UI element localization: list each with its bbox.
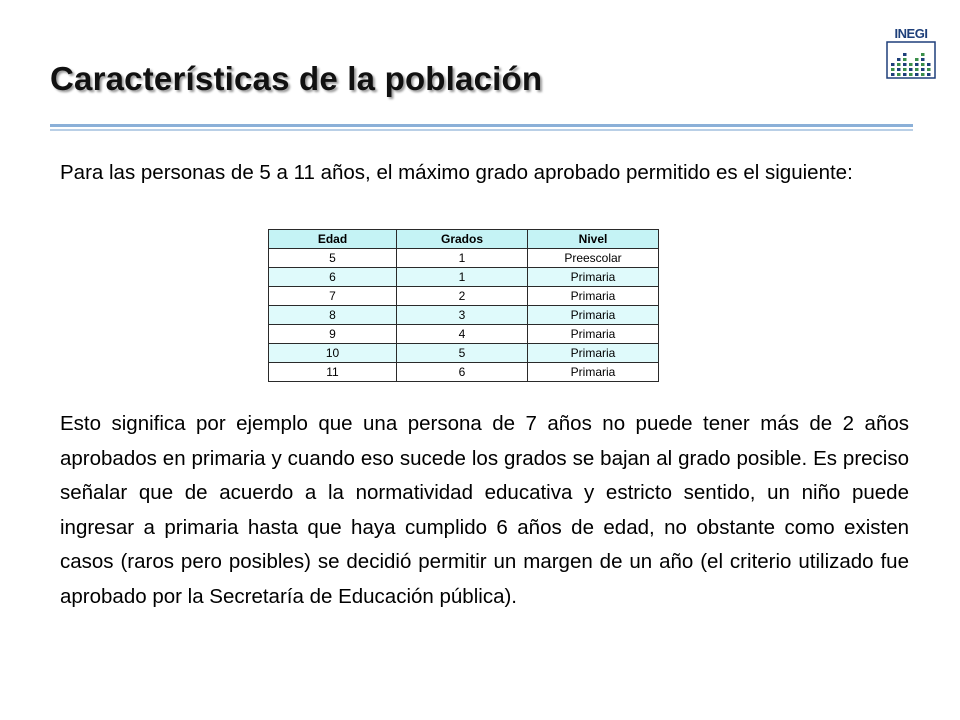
table-row [269,363,659,382]
cell-grados: 6 [397,363,528,382]
logo-dot [891,63,895,66]
logo-dot [921,63,925,66]
grades-table [268,229,659,382]
table-row [269,306,659,325]
logo-dot [927,73,931,76]
title-divider [50,124,913,127]
logo-dots-icon [886,27,936,79]
cell-grados: 5 [397,344,528,363]
logo-dot [897,58,901,61]
logo-dot [921,73,925,76]
cell-nivel: Primaria [528,287,659,306]
title-divider-secondary [50,129,913,131]
table-row [269,249,659,268]
cell-grados: 3 [397,306,528,325]
logo-dot [915,73,919,76]
table-row [269,287,659,306]
page-title: Características de la población [50,60,543,97]
table-row [269,344,659,363]
cell-nivel: Primaria [528,344,659,363]
cell-edad: 6 [269,268,397,287]
cell-edad: 11 [269,363,397,382]
logo-dot [891,73,895,76]
intro-paragraph: Para las personas de 5 a 11 años, el máximo grado aprobado permitido es el siguiente: [60,161,853,184]
table-header-row [269,230,659,249]
cell-grados: 2 [397,287,528,306]
cell-edad: 9 [269,325,397,344]
logo-dot [915,68,919,71]
cell-edad: 8 [269,306,397,325]
table-row [269,268,659,287]
logo-dot [915,63,919,66]
logo-dot [903,53,907,56]
cell-nivel: Primaria [528,306,659,325]
cell-nivel: Primaria [528,363,659,382]
logo-dot [921,58,925,61]
cell-edad: 7 [269,287,397,306]
logo-dot [921,68,925,71]
logo-dot [909,73,913,76]
logo-dot [921,53,925,56]
logo-dot [915,58,919,61]
cell-grados: 1 [397,268,528,287]
cell-edad: 10 [269,344,397,363]
logo-dot [891,68,895,71]
table-row [269,325,659,344]
logo-wordmark: INEGI [894,26,928,41]
cell-nivel: Primaria [528,325,659,344]
logo-dot [903,68,907,71]
cell-nivel: Primaria [528,268,659,287]
explanation-paragraph: Esto significa por ejemplo que una persona de 7 años no puede tener más de 2 años aprobados en primaria y cuando eso sucede los grados se bajan al grado posible. Es preciso señalar que de acuerdo a la normatividad educativa y estricto sentido, un niño puede ingresar a primaria hasta que haya cumplido 6 años de edad, no obstante como existen casos (raros pero posibles) se decidió permitir un margen de un año (el criterio utilizado fue aprobado por la Secretaría de Educación pública). [60,412,909,608]
header-grados: Grados [397,230,528,249]
logo-dot [927,63,931,66]
cell-edad: 5 [269,249,397,268]
logo-dot [909,63,913,66]
cell-nivel: Preescolar [528,249,659,268]
logo-dot [903,73,907,76]
header-nivel: Nivel [528,230,659,249]
header-edad: Edad [269,230,397,249]
logo-dot [927,68,931,71]
cell-grados: 4 [397,325,528,344]
inegi-logo [886,27,936,79]
logo-dot [909,68,913,71]
logo-dot [897,63,901,66]
logo-dot [903,63,907,66]
logo-dot [897,73,901,76]
cell-grados: 1 [397,249,528,268]
logo-dot [903,58,907,61]
logo-dot [897,68,901,71]
